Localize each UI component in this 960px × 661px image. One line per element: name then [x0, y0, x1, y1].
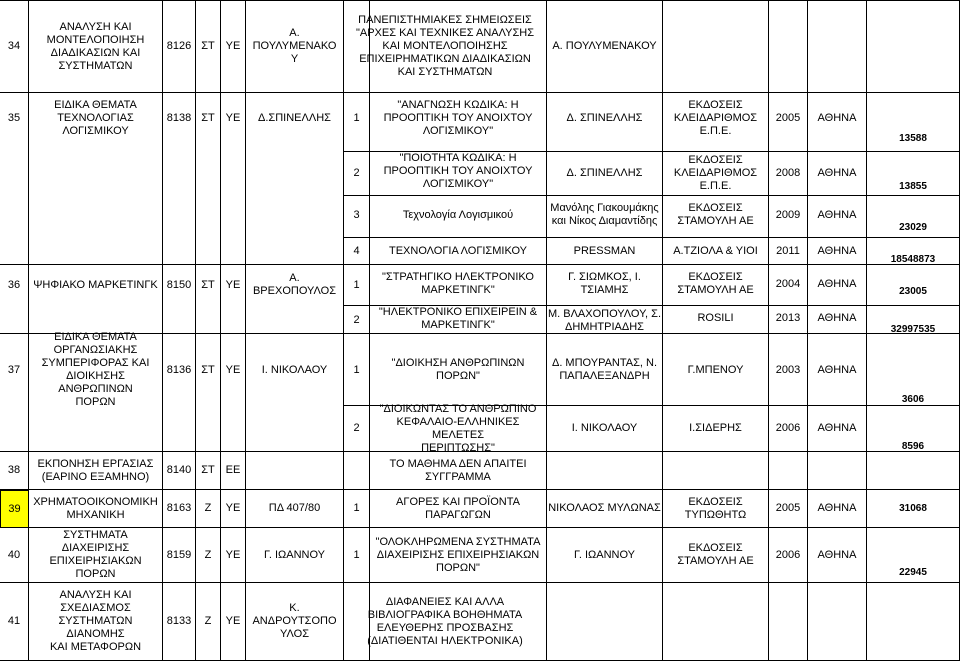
course-code: 8136 [166, 363, 192, 376]
book-publisher: Α.ΤΖΙΟΛΑ & ΥΙΟΙ [673, 244, 758, 257]
book-publisher: ΕΚΔΟΣΕΙΣ ΣΤΑΜΟΥΛΗ ΑΕ [677, 202, 754, 227]
course-name: ΣΥΣΤΗΜΑΤΑ ΔΙΑΧΕΙΡΙΣΗΣ ΕΠΙΧΕΙΡΗΣΙΑΚΩΝ ΠΟΡΩΝ [49, 529, 142, 580]
book-year: 2006 [775, 548, 801, 561]
book-year: 2013 [775, 311, 801, 324]
book-number: 1 [353, 502, 360, 514]
book-city: ΑΘΗΝΑ [817, 422, 857, 434]
book-title: ΔΙΑΦΑΝΕΙΕΣ ΚΑΙ ΑΛΛΑ ΒΙΒΛΙΟΓΡΑΦΙΚΑ ΒΟΗΘΗΜΑΤΑ ΕΛΕΥΘΕΡΗΣ ΠΡΟΣΒΑΣΗΣ (ΔΙΑΤΙΘΕΝΤΑΙ ΗΛΕΚΤΡΟΝΙΚΑ) [367, 595, 523, 647]
professor: Α. ΠΟΥΛΥΜΕΝΑΚΟ Υ [252, 27, 337, 65]
book-title: "ΔΙΟΙΚΗΣΗ ΑΝΘΡΩΠΙΝΩΝ ΠΟΡΩΝ" [391, 357, 525, 382]
course-code: 8138 [166, 111, 192, 124]
book-publisher: ΕΚΔΟΣΕΙΣ ΤΥΠΩΘΗΤΩ [684, 495, 747, 521]
book-author: Γ. ΙΩΑΝΝΟΥ [573, 548, 635, 561]
course-name: ΑΝΑΛΥΣΗ ΚΑΙ ΜΟΝΤΕΛΟΠΟΙΗΣΗ ΔΙΑΔΙΚΑΣΙΩΝ ΚΑΙ ΣΥΣΤΗΜΑΤΩΝ [46, 20, 145, 72]
course-name: ΕΙΔΙΚΑ ΘΕΜΑΤΑ ΤΕΧΝΟΛΟΓΙΑΣ ΛΟΓΙΣΜΙΚΟΥ [54, 98, 137, 137]
course-name: ΕΙΔΙΚΑ ΘΕΜΑΤΑ ΟΡΓΑΝΩΣΙΑΚΗΣ ΣΥΜΠΕΡΙΦΟΡΑΣ ΚΑΙ ΔΙΟΙΚΗΣΗΣ ΑΝΘΡΩΠΙΝΩΝ ΠΟΡΩΝ [41, 331, 150, 408]
course-code: 8159 [166, 548, 192, 561]
book-city: ΑΘΗΝΑ [817, 167, 857, 179]
book-number: 1 [353, 363, 360, 376]
course-name: ΧΡΗΜΑΤΟΟΙΚΟΝΟΜΙΚΗ ΜΗΧΑΝΙΚΗ [33, 495, 158, 521]
book-code: 22945 [899, 566, 927, 578]
book-year: 2011 [776, 244, 800, 257]
row-number: 39 [0, 490, 29, 528]
book-code: 23029 [899, 221, 927, 233]
row-number: 35 [7, 111, 21, 124]
book-code: 13855 [899, 180, 927, 192]
semester: Ζ [204, 615, 212, 627]
book-title: "ΑΝΑΓΝΩΣΗ ΚΩΔΙΚΑ: Η ΠΡΟΟΠΤΙΚΗ ΤΟΥ ΑΝΟΙΧΤΟΥ ΛΟΓΙΣΜΙΚΟΥ" [383, 98, 533, 137]
row-number: 41 [7, 615, 21, 627]
book-city: ΑΘΗΝΑ [817, 277, 857, 290]
book-author: Γ. ΣΙΩΜΚΟΣ, Ι. ΤΣΙΑΜΗΣ [568, 271, 641, 296]
book-title: "ΠΟΙΟΤΗΤΑ ΚΩΔΙΚΑ: Η ΠΡΟΟΠΤΙΚΗ ΤΟΥ ΑΝΟΙΧΤΟΥ ΛΟΓΙΣΜΙΚΟΥ" [383, 152, 533, 190]
semester: ΣΤ [201, 40, 215, 52]
course-name: ΨΗΦΙΑΚΟ ΜΑΡΚΕΤΙΝΓΚ [33, 278, 158, 291]
book-code: 18548873 [890, 253, 936, 265]
book-author: Μανόλης Γιακουμάκης και Νίκος Διαμαντίδης [550, 202, 659, 227]
course-type: ΕΕ [225, 464, 241, 476]
course-code: 8133 [166, 615, 192, 627]
professor: Ι. ΝΙΚΟΛΑΟΥ [261, 363, 328, 376]
book-year: 2003 [775, 363, 801, 376]
book-code: 3606 [901, 393, 925, 405]
book-publisher: Ι.ΣΙΔΕΡΗΣ [689, 422, 742, 434]
book-number: 2 [353, 422, 360, 434]
book-number: 1 [353, 278, 360, 291]
course-code: 8140 [166, 464, 192, 476]
semester: Ζ [204, 502, 212, 514]
book-title: "ΣΤΡΑΤΗΓΙΚΟ ΗΛΕΚΤΡΟΝΙΚΟ ΜΑΡΚΕΤΙΝΓΚ" [382, 271, 534, 296]
book-author: PRESSMAN [573, 244, 636, 257]
book-publisher: ROSILI [697, 311, 734, 324]
book-title: ΤΕΧΝΟΛΟΓΙΑ ΛΟΓΙΣΜΙΚΟΥ [388, 244, 527, 257]
professor: Γ. ΙΩΑΝΝΟΥ [263, 548, 325, 561]
course-code: 8163 [166, 502, 192, 514]
book-title: ΠΑΝΕΠΙΣΤΗΜΙΑΚΕΣ ΣΗΜΕΙΩΣΕΙΣ "ΑΡΧΕΣ ΚΑΙ ΤΕΧΝΙΚΕΣ ΑΝΑΛΥΣΗΣ ΚΑΙ ΜΟΝΤΕΛΟΠΟΙΗΣΗΣ ΕΠΙΧΕΙΡΗΜΑΤΙΚΩΝ ΔΙΑΔΙΚΑΣΙΩΝ ΚΑΙ ΣΥΣΤΗΜΑΤΩΝ [355, 14, 535, 78]
book-code: 13588 [899, 132, 927, 144]
book-publisher: ΕΚΔΟΣΕΙΣ ΣΤΑΜΟΥΛΗ ΑΕ [677, 542, 754, 567]
book-city: ΑΘΗΝΑ [817, 208, 857, 221]
book-publisher: ΕΚΔΟΣΕΙΣ ΚΛΕΙΔΑΡΙΘΜΟΣ Ε.Π.Ε. [673, 154, 758, 192]
book-title: ΑΓΟΡΕΣ ΚΑΙ ΠΡΟΪΟΝΤΑ ΠΑΡΑΓΩΓΩΝ [396, 495, 520, 521]
book-number: 3 [353, 208, 360, 221]
course-type: ΥΕ [225, 363, 241, 376]
course-type: ΥΕ [225, 502, 241, 514]
book-year: 2008 [775, 167, 801, 179]
semester: ΣΤ [201, 363, 215, 376]
row-number: 34 [7, 40, 21, 52]
course-type: ΥΕ [225, 278, 241, 291]
professor: Α. ΒΡΕΧΟΠΟΥΛΟΣ [252, 272, 337, 297]
book-author: Ι. ΝΙΚΟΛΑΟΥ [571, 422, 638, 434]
semester: ΣΤ [201, 464, 215, 476]
book-year: 2006 [775, 422, 801, 434]
course-name: ΑΝΑΛΥΣΗ ΚΑΙ ΣΧΕΔΙΑΣΜΟΣ ΣΥΣΤΗΜΑΤΩΝ ΔΙΑΝΟΜΗΣ ΚΑΙ ΜΕΤΑΦΟΡΩΝ [49, 589, 142, 653]
book-number: 2 [353, 313, 360, 326]
book-city: ΑΘΗΝΑ [817, 311, 857, 324]
book-title: ΤΟ ΜΑΘΗΜΑ ΔΕΝ ΑΠΑΙΤΕΙ ΣΥΓΓΡΑΜΜΑ [389, 457, 527, 483]
book-city: ΑΘΗΝΑ [817, 111, 857, 124]
row-number: 36 [7, 278, 21, 291]
semester: Ζ [204, 548, 212, 561]
book-code: 23005 [899, 285, 927, 297]
book-author: ΝΙΚΟΛΑΟΣ ΜΥΛΩΝΑΣ [548, 502, 661, 514]
book-city: ΑΘΗΝΑ [817, 363, 857, 376]
book-number: 4 [353, 244, 360, 257]
course-type: ΥΕ [225, 111, 241, 124]
book-title: "ΗΛΕΚΤΡΟΝΙΚΟ ΕΠΙΧΕΙΡΕΙΝ & ΜΑΡΚΕΤΙΝΓΚ" [378, 306, 538, 331]
course-code: 8126 [166, 40, 192, 52]
book-year: 2005 [775, 502, 801, 514]
professor: ΠΔ 407/80 [268, 502, 321, 514]
row-number: 38 [7, 464, 21, 476]
book-code: 8596 [901, 440, 925, 452]
book-code: 31068 [899, 503, 927, 514]
row-number: 37 [7, 363, 21, 376]
book-publisher: Γ.ΜΠΕΝΟΥ [687, 363, 744, 376]
book-city: ΑΘΗΝΑ [817, 502, 857, 514]
course-type: ΥΕ [225, 615, 241, 627]
row-number: 40 [7, 548, 21, 561]
book-number: 1 [353, 548, 360, 561]
book-city: ΑΘΗΝΑ [817, 548, 857, 561]
book-number: 2 [353, 167, 360, 179]
book-author: Μ. ΒΛΑΧΟΠΟΥΛΟΥ, Σ. ΔΗΜΗΤΡΙΑΔΗΣ [547, 308, 662, 333]
course-type: ΥΕ [225, 40, 241, 52]
book-author: Δ. ΣΠΙΝΕΛΛΗΣ [566, 111, 643, 124]
book-publisher: ΕΚΔΟΣΕΙΣ ΚΛΕΙΔΑΡΙΘΜΟΣ Ε.Π.Ε. [673, 98, 758, 137]
book-title: "ΔΙΟΙΚΩΝΤΑΣ ΤΟ ΑΝΘΡΩΠΙΝΟ ΚΕΦΑΛΑΙΟ-ΕΛΛΗΝΙΚΕΣ ΜΕΛΕΤΕΣ ΠΕΡΙΠΤΩΣΗΣ" [379, 402, 537, 454]
course-code: 8150 [166, 278, 192, 291]
book-city: ΑΘΗΝΑ [817, 244, 857, 257]
course-name: ΕΚΠΟΝΗΣΗ ΕΡΓΑΣΙΑΣ (ΕΑΡΙΝΟ ΕΞΑΜΗΝΟ) [37, 457, 154, 483]
professor: Δ.ΣΠΙΝΕΛΛΗΣ [258, 111, 331, 124]
book-author: Δ. ΜΠΟΥΡΑΝΤΑΣ, Ν. ΠΑΠΑΛΕΞΑΝΔΡΗ [551, 357, 658, 382]
book-author: Α. ΠΟΥΛΥΜΕΝΑΚΟΥ [552, 40, 657, 52]
professor: Κ. ΑΝΔΡΟΥΤΣΟΠΟ ΥΛΟΣ [252, 602, 337, 640]
book-title: "ΟΛΟΚΛΗΡΩΜΕΝΑ ΣΥΣΤΗΜΑΤΑ ΔΙΑΧΕΙΡΙΣΗΣ ΕΠΙΧΕΙΡΗΣΙΑΚΩΝ ΠΟΡΩΝ" [375, 535, 541, 574]
book-number: 1 [353, 111, 360, 124]
book-title: Τεχνολογία Λογισμικού [402, 208, 514, 221]
book-code: 32997535 [890, 323, 936, 335]
book-publisher: ΕΚΔΟΣΕΙΣ ΣΤΑΜΟΥΛΗ ΑΕ [677, 271, 754, 296]
book-year: 2004 [775, 277, 801, 290]
book-author: Δ. ΣΠΙΝΕΛΛΗΣ [566, 167, 643, 179]
semester: ΣΤ [201, 278, 215, 291]
book-year: 2005 [775, 111, 801, 124]
course-type: ΥΕ [225, 548, 241, 561]
semester: ΣΤ [201, 111, 215, 124]
book-year: 2009 [775, 208, 801, 221]
